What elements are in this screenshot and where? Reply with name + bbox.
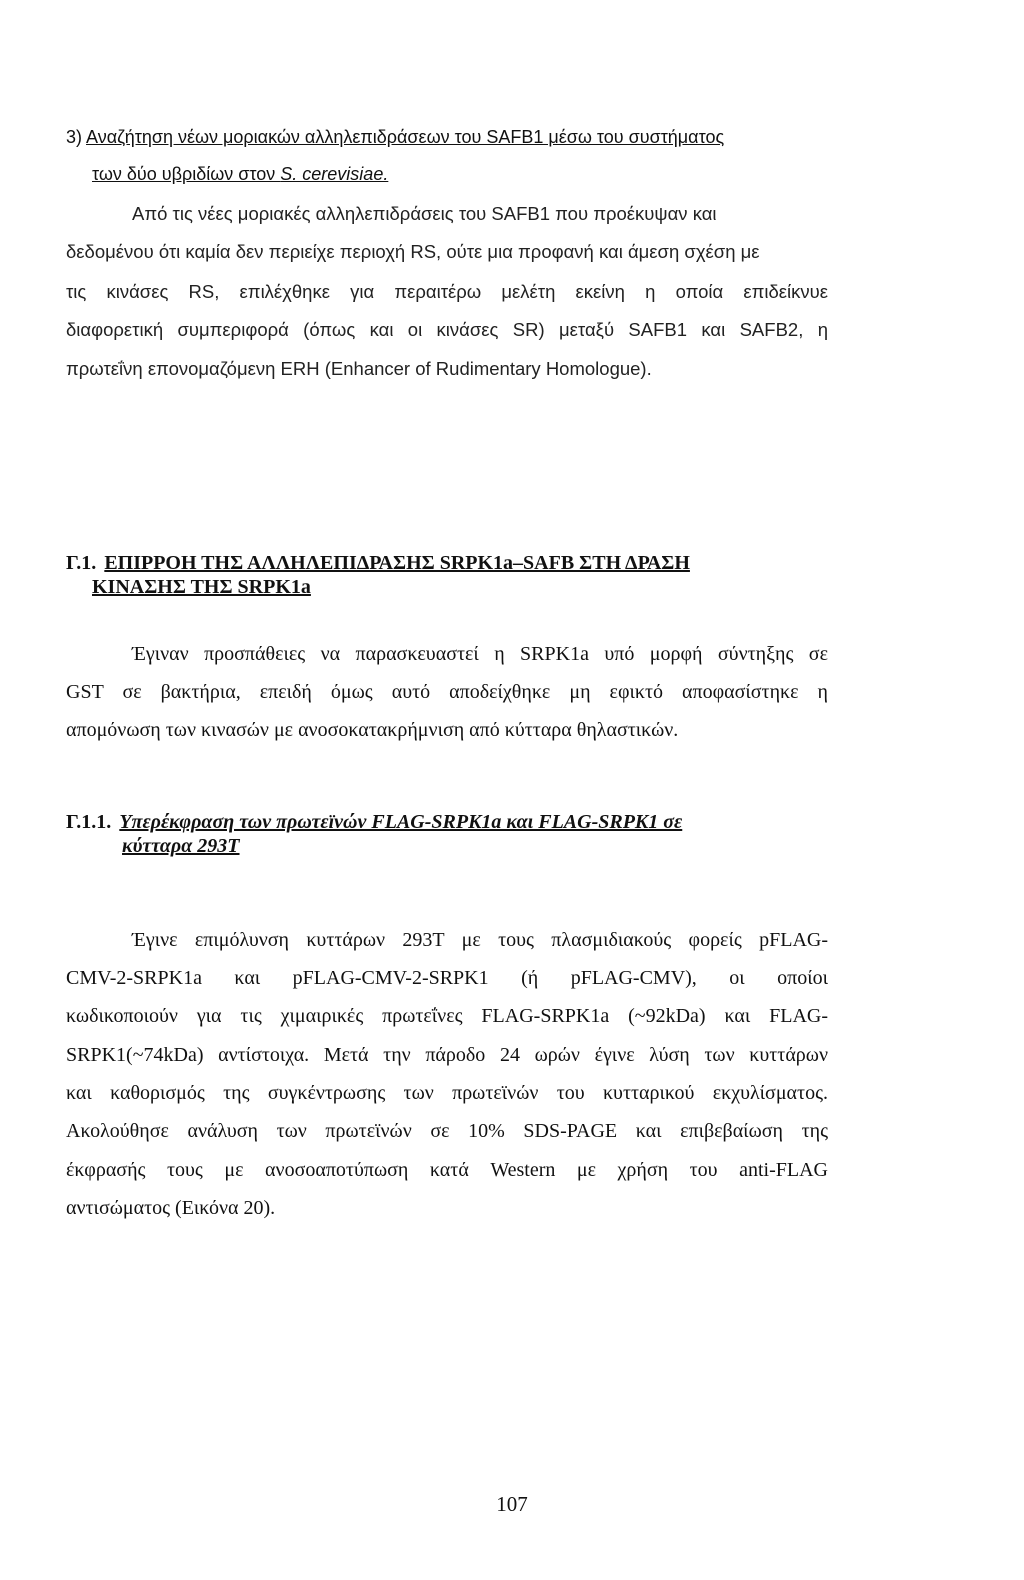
- section1-heading-line2: [92, 162, 388, 186]
- section1-para-line: δεδομένου ότι καμία δεν περιείχε περιοχή RS, ούτε μια προφανή και άμεση σχέση με: [66, 241, 760, 262]
- section1-heading-text-2: των δύο υβριδίων στον: [92, 164, 281, 184]
- section3-heading-line1: [66, 810, 828, 834]
- section3-heading-text: Υπερέκφραση των πρωτεϊνών FLAG-SRPK1a και FLAG-SRPK1 σε: [119, 811, 683, 833]
- section1-heading-text: Αναζήτηση νέων μοριακών αλληλεπιδράσεων του SAFB1 μέσω του συστήματος: [86, 127, 725, 147]
- section2-heading-line2: ΚΙΝΑΣΗΣ ΤΗΣ SRPK1a: [92, 576, 311, 598]
- section3-para-line: κωδικοποιούν για τις χιμαιρικές πρωτεΐνες FLAG-SRPK1a (~92kDa) και FLAG-: [66, 1005, 828, 1027]
- section3-para-line: Έγινε επιμόλυνση κυττάρων 293Τ με τους πλασμιδιακούς φορείς pFLAG-: [132, 929, 828, 951]
- section3-heading-line2: κύτταρα 293Τ: [122, 835, 240, 857]
- section1-heading-species: S. cerevisiae.: [280, 164, 389, 184]
- section1-para-line: Από τις νέες μοριακές αλληλεπιδράσεις του SAFB1 που προέκυψαν και: [132, 203, 717, 224]
- section1-para-line: διαφορετική συμπεριφορά (όπως και οι κινάσες SR) μεταξύ SAFB1 και SAFB2, η: [66, 319, 828, 340]
- section2-number: Γ.1.: [66, 552, 97, 574]
- section3-para-line: και καθορισμός της συγκέντρωσης των πρωτεϊνών του κυτταρικού εκχυλίσματος.: [66, 1082, 828, 1104]
- section1-para-line: τις κινάσες RS, επιλέχθηκε για περαιτέρω μελέτη εκείνη η οποία επιδείκνυε: [66, 281, 828, 302]
- section1-heading-line1: [66, 125, 724, 149]
- section2-heading-text: ΕΠΙΡΡΟΗ ΤΗΣ ΑΛΛΗΛΕΠΙΔΡΑΣΗΣ SRPK1a–SAFB ΣΤΗ ΔΡΑΣΗ: [104, 552, 690, 574]
- section3-number: Γ.1.1.: [66, 811, 112, 833]
- page-number: 107: [496, 1492, 528, 1516]
- section3-para-line: Ακολούθησε ανάλυση των πρωτεϊνών σε 10% SDS-PAGE και επιβεβαίωση της: [66, 1120, 828, 1142]
- section3-para-line: SRPK1(~74kDa) αντίστοιχα. Μετά την πάροδο 24 ωρών έγινε λύση των κυττάρων: [66, 1044, 828, 1066]
- section2-para-line: GST σε βακτήρια, επειδή όμως αυτό αποδείχθηκε μη εφικτό αποφασίστηκε η: [66, 681, 828, 703]
- section3-para-line: CMV-2-SRPK1a και pFLAG-CMV-2-SRPK1 (ή pFLAG-CMV), οι οποίοι: [66, 967, 828, 989]
- section1-number: 3): [66, 127, 87, 147]
- section2-para-line: απομόνωση των κινασών με ανοσοκατακρήμνιση από κύτταρα θηλαστικών.: [66, 719, 679, 741]
- section3-para-line: έκφρασής τους με ανοσοαποτύπωση κατά Western με χρήση του anti-FLAG: [66, 1159, 828, 1181]
- section3-para-line: αντισώματος (Εικόνα 20).: [66, 1197, 276, 1219]
- section1-para-line: πρωτεΐνη επονομαζόμενη ERH (Enhancer of Rudimentary Homologue).: [66, 358, 652, 379]
- section2-heading-line1: [66, 551, 828, 575]
- section2-para-line: Έγιναν προσπάθειες να παρασκευαστεί η SRPK1a υπό μορφή σύντηξης σε: [132, 643, 828, 665]
